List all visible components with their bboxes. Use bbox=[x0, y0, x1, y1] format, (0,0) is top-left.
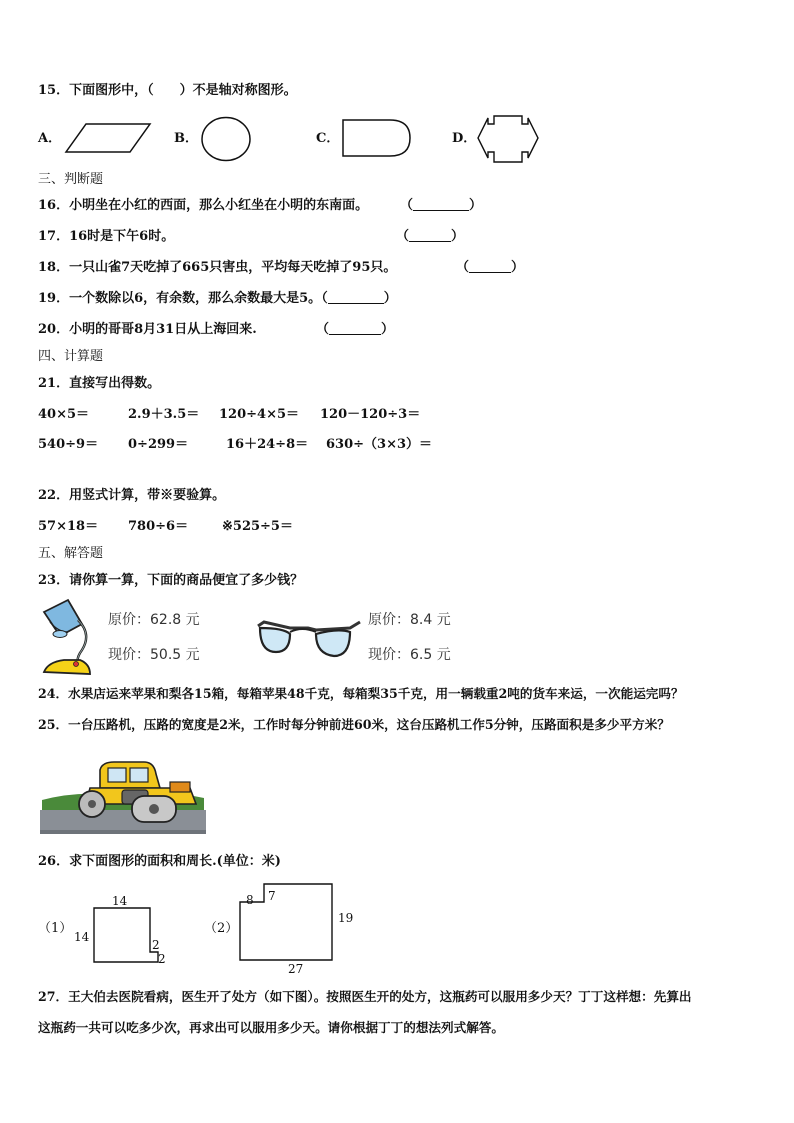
desk-lamp-icon bbox=[38, 598, 94, 678]
arrow-cross-icon bbox=[476, 114, 540, 164]
fig2-notch-height: 7 bbox=[268, 889, 276, 903]
q15-option-d: D． bbox=[452, 131, 477, 146]
q21-text: 21．直接写出得数。 bbox=[38, 376, 161, 391]
glasses-current-price: 现价：6.5 元 bbox=[368, 647, 451, 663]
fig1-top-dimension: 14 bbox=[112, 894, 128, 908]
fig1-notch-vertical: 2 bbox=[152, 938, 160, 952]
q26-text: 26．求下面图形的面积和周长.(单位：米) bbox=[38, 854, 281, 869]
q22-text: 22．用竖式计算，带※要验算。 bbox=[38, 488, 226, 503]
q21-calc: 120÷4×5＝ bbox=[219, 407, 300, 422]
q15-option-c: C． bbox=[316, 131, 340, 146]
fig1-notch-horizontal: 2 bbox=[158, 952, 166, 966]
fig1-label: （1） bbox=[38, 921, 73, 936]
glasses-icon bbox=[256, 618, 362, 666]
q27-text-line1: 27．王大伯去医院看病，医生开了处方（如下图）。按照医生开的处方，这瓶药可以服用多少天？丁丁这样想：先算出 bbox=[38, 989, 692, 1004]
q16-text: 16．小明坐在小红的西面，那么小红坐在小明的东南面。 bbox=[38, 198, 369, 213]
q21-calc: 120－120÷3＝ bbox=[320, 407, 421, 422]
section-heading-4: 四、计算题 bbox=[38, 349, 104, 364]
glasses-original-price: 原价：8.4 元 bbox=[368, 612, 451, 628]
lamp-current-price: 现价：50.5 元 bbox=[108, 647, 200, 663]
q27-text-line2: 这瓶药一共可以吃多少次，再求出可以服用多少天。请你根据丁丁的想法列式解答。 bbox=[38, 1020, 504, 1035]
q15-option-a: A． bbox=[38, 131, 62, 146]
fig2-label: （2） bbox=[204, 921, 239, 936]
q15-text: 15．下面图形中，（ ）不是轴对称图形。 bbox=[38, 83, 297, 98]
circle-icon bbox=[200, 116, 254, 162]
q21-calc: 0÷299＝ bbox=[128, 437, 189, 452]
q21-calc: 630÷（3×3）＝ bbox=[326, 437, 433, 452]
q19-text: 19．一个数除以6，有余数，那么余数最大是5。（ ） bbox=[38, 291, 397, 306]
fig2-notch-width: 8 bbox=[246, 893, 254, 907]
q21-calc: 40×5＝ bbox=[38, 407, 90, 422]
l-shape-figure-1 bbox=[90, 900, 160, 970]
fig2-right-dimension: 19 bbox=[338, 911, 354, 925]
q21-calc: 16＋24÷8＝ bbox=[226, 437, 309, 452]
lamp-original-price: 原价：62.8 元 bbox=[108, 612, 200, 628]
q17-text: 17．16时是下午6时。 bbox=[38, 229, 175, 244]
fig1-left-dimension: 14 bbox=[74, 930, 90, 944]
rounded-rect-icon bbox=[342, 119, 412, 159]
q21-calc: 2.9＋3.5＝ bbox=[128, 407, 200, 422]
parallelogram-icon bbox=[66, 122, 152, 154]
q21-calc: 540÷9＝ bbox=[38, 437, 99, 452]
q18-text: 18．一只山雀7天吃掉了665只害虫，平均每天吃掉了95只。 bbox=[38, 260, 397, 275]
q17-answer-blank[interactable]: （ ） bbox=[396, 229, 465, 244]
q20-answer-blank[interactable]: （ ） bbox=[316, 322, 395, 337]
q19-answer-blank[interactable]: （ ） bbox=[321, 291, 397, 306]
q22-calc: 780÷6＝ bbox=[128, 519, 189, 534]
q18-answer-blank[interactable]: （ ） bbox=[456, 260, 525, 275]
q25-text: 25．一台压路机，压路的宽度是2米，工作时每分钟前进60米，这台压路机工作5分钟，压路面积是多少平方米？ bbox=[38, 717, 670, 732]
section-heading-5: 五、解答题 bbox=[38, 546, 104, 561]
q24-text: 24．水果店运来苹果和梨各15箱，每箱苹果48千克，每箱梨35千克，用一辆载重2吨的货车来运，一次能运完吗？ bbox=[38, 686, 684, 701]
q23-text: 23．请你算一算，下面的商品便宜了多少钱？ bbox=[38, 573, 304, 588]
q15-option-b: B． bbox=[174, 131, 198, 146]
q16-answer-blank[interactable]: （ ） bbox=[400, 198, 483, 213]
road-roller-icon bbox=[40, 760, 206, 836]
section-heading-3: 三、判断题 bbox=[38, 172, 104, 187]
q20-text: 20．小明的哥哥8月31日从上海回来. bbox=[38, 322, 257, 337]
q22-calc: ※525÷5＝ bbox=[222, 519, 293, 534]
q22-calc: 57×18＝ bbox=[38, 519, 99, 534]
fig2-bottom-dimension: 27 bbox=[288, 962, 304, 976]
